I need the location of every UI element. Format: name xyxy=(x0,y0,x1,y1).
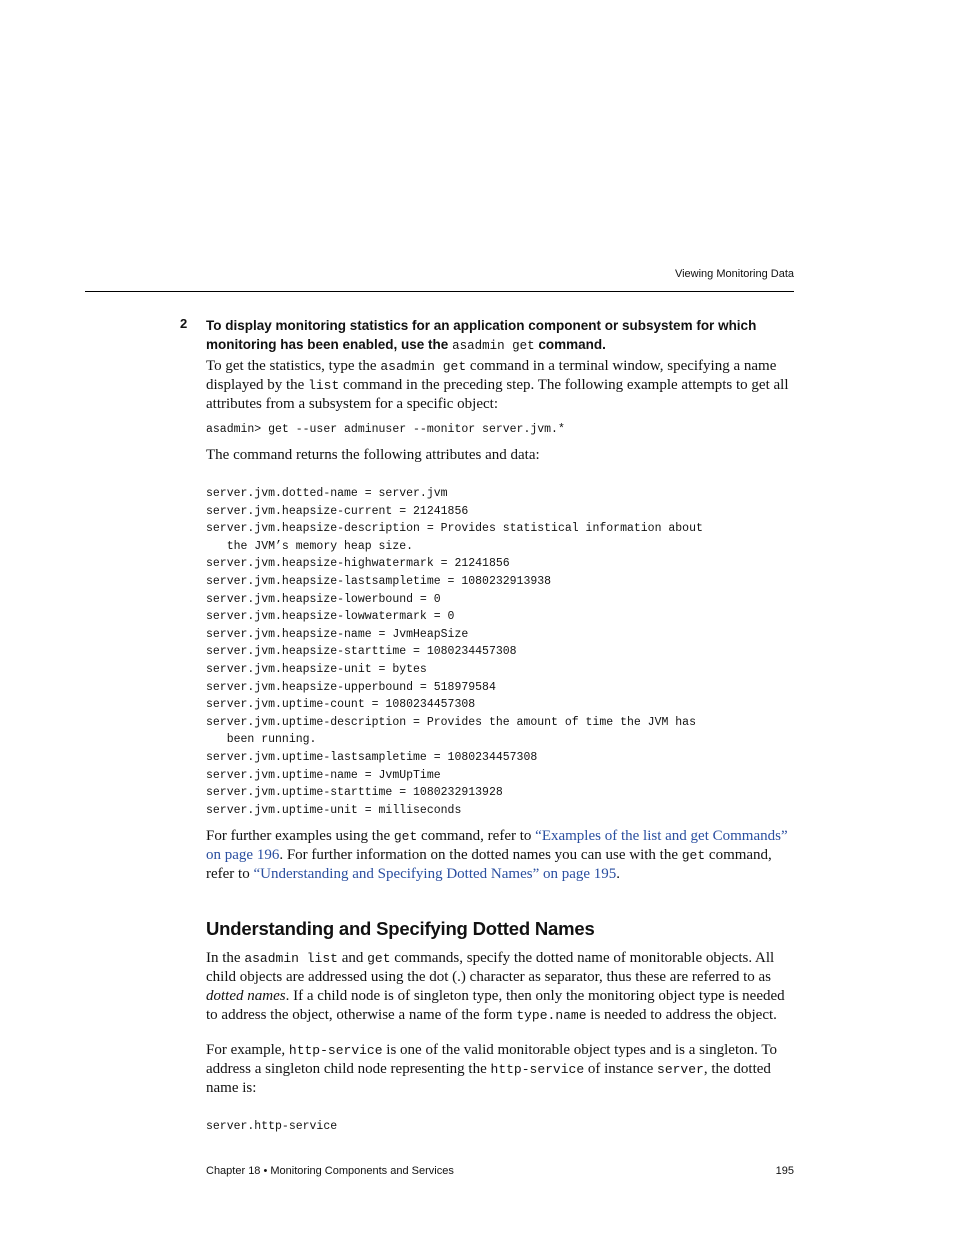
example-paragraph xyxy=(206,1041,798,1098)
dotted-code-3: type.name xyxy=(516,1008,587,1023)
running-header: Viewing Monitoring Data xyxy=(674,268,794,280)
further-paragraph xyxy=(206,827,798,884)
output-line: server.jvm.heapsize-lastsampletime = 1080232913938 xyxy=(206,574,552,588)
returns-paragraph: The command returns the following attributes and data: xyxy=(206,447,540,463)
dotted-names-link[interactable]: “Understanding and Specifying Dotted Names” on page 195 xyxy=(253,866,617,882)
output-line: server.jvm.heapsize-current = 21241856 xyxy=(206,504,469,518)
dotted-text-3: commands, specify the dotted name of monitorable objects. All child objects are addressed using the dot (.) character as separator, thus these are referred to as xyxy=(206,950,775,985)
intro-paragraph xyxy=(206,357,798,414)
intro-code-2: list xyxy=(308,378,340,393)
command-example: asadmin> get --user adminuser --monitor server.jvm.* xyxy=(206,423,565,436)
output-line: server.jvm.heapsize-lowwatermark = 0 xyxy=(206,610,455,624)
example-code-3: server xyxy=(657,1062,704,1077)
dotted-text-4: . If a child node is of singleton type, then only the monitoring object type is needed to address the object, otherwise a name of the form xyxy=(206,988,785,1023)
step-heading-end: command. xyxy=(538,337,606,352)
step-number: 2 xyxy=(180,316,188,331)
dotted-text-1: In the xyxy=(206,950,241,966)
output-line: server.jvm.dotted-name = server.jvm xyxy=(206,487,448,500)
further-code-1: get xyxy=(393,829,418,844)
further-text-3: . For further information on the dotted names you can use with the xyxy=(279,847,678,863)
example-code-2: http-service xyxy=(490,1062,585,1077)
further-text-4: command, refer to xyxy=(206,847,772,882)
further-code-2: get xyxy=(681,848,706,863)
example-text-4: , the dotted name is: xyxy=(206,1061,771,1096)
section-heading: Understanding and Specifying Dotted Names xyxy=(206,918,595,939)
output-line: server.jvm.uptime-name = JvmUpTime xyxy=(206,768,441,782)
output-line: server.jvm.heapsize-unit = bytes xyxy=(206,662,427,676)
intro-text-3: command in the preceding step. The following example attempts to get all attributes from a subsystem for a specific object: xyxy=(206,377,789,412)
footer-chapter: Chapter 18 • Monitoring Components and Services xyxy=(206,1165,454,1177)
output-line: server.jvm.heapsize-highwatermark = 21241856 xyxy=(206,557,510,571)
step-heading-text: To display monitoring statistics for an application component or subsystem for which monitoring has been enabled, use the xyxy=(206,318,757,352)
step-heading xyxy=(206,316,796,356)
dotted-text-5: is needed to address the object. xyxy=(590,1007,777,1023)
dotted-code-2: get xyxy=(367,951,391,966)
example-text-2: is one of the valid monitorable object types and is a singleton. To address a singleton child node representing the xyxy=(206,1042,777,1077)
command-output xyxy=(206,485,703,819)
footer-page-number: 195 xyxy=(775,1165,794,1177)
dotted-emphasis: dotted names xyxy=(206,988,286,1004)
output-line: server.jvm.uptime-description = Provides the amount of time the JVM has xyxy=(206,715,696,729)
output-line: the JVM’s memory heap size. xyxy=(206,539,414,553)
output-line: server.jvm.uptime-unit = milliseconds xyxy=(206,803,462,817)
step-heading-code: asadmin get xyxy=(452,339,535,353)
dotted-code-1: asadmin list xyxy=(244,951,338,966)
dotted-name-example: server.http-service xyxy=(206,1120,338,1133)
example-code-1: http-service xyxy=(288,1043,383,1058)
output-line: server.jvm.heapsize-description = Provides statistical information about xyxy=(206,522,703,536)
intro-code-1: asadmin get xyxy=(380,359,467,374)
example-text-1: For example, xyxy=(206,1042,286,1058)
intro-text-1: To get the statistics, type the xyxy=(206,358,377,374)
output-line: server.jvm.heapsize-upperbound = 518979584 xyxy=(206,680,496,694)
output-line: server.jvm.heapsize-name = JvmHeapSize xyxy=(206,627,469,641)
output-line: server.jvm.uptime-count = 1080234457308 xyxy=(206,698,476,712)
output-line: server.jvm.heapsize-lowerbound = 0 xyxy=(206,592,441,606)
further-text-5: . xyxy=(616,866,621,882)
example-text-3: of instance xyxy=(587,1061,654,1077)
output-line: server.jvm.heapsize-starttime = 1080234457308 xyxy=(206,645,517,659)
dotted-text-2: and xyxy=(341,950,364,966)
further-text-1: For further examples using the xyxy=(206,828,391,844)
output-line: server.jvm.uptime-lastsampletime = 1080234457308 xyxy=(206,750,538,764)
dotted-names-paragraph xyxy=(206,949,798,1025)
examples-link[interactable]: “Examples of the list and get Commands” on page 196 xyxy=(206,828,788,863)
output-line: server.jvm.uptime-starttime = 1080232913928 xyxy=(206,786,503,800)
header-rule xyxy=(85,291,794,292)
further-text-2: command, refer to xyxy=(421,828,532,844)
output-line: been running. xyxy=(206,733,317,747)
intro-text-2: command in a terminal window, specifying a name displayed by the xyxy=(206,358,777,393)
